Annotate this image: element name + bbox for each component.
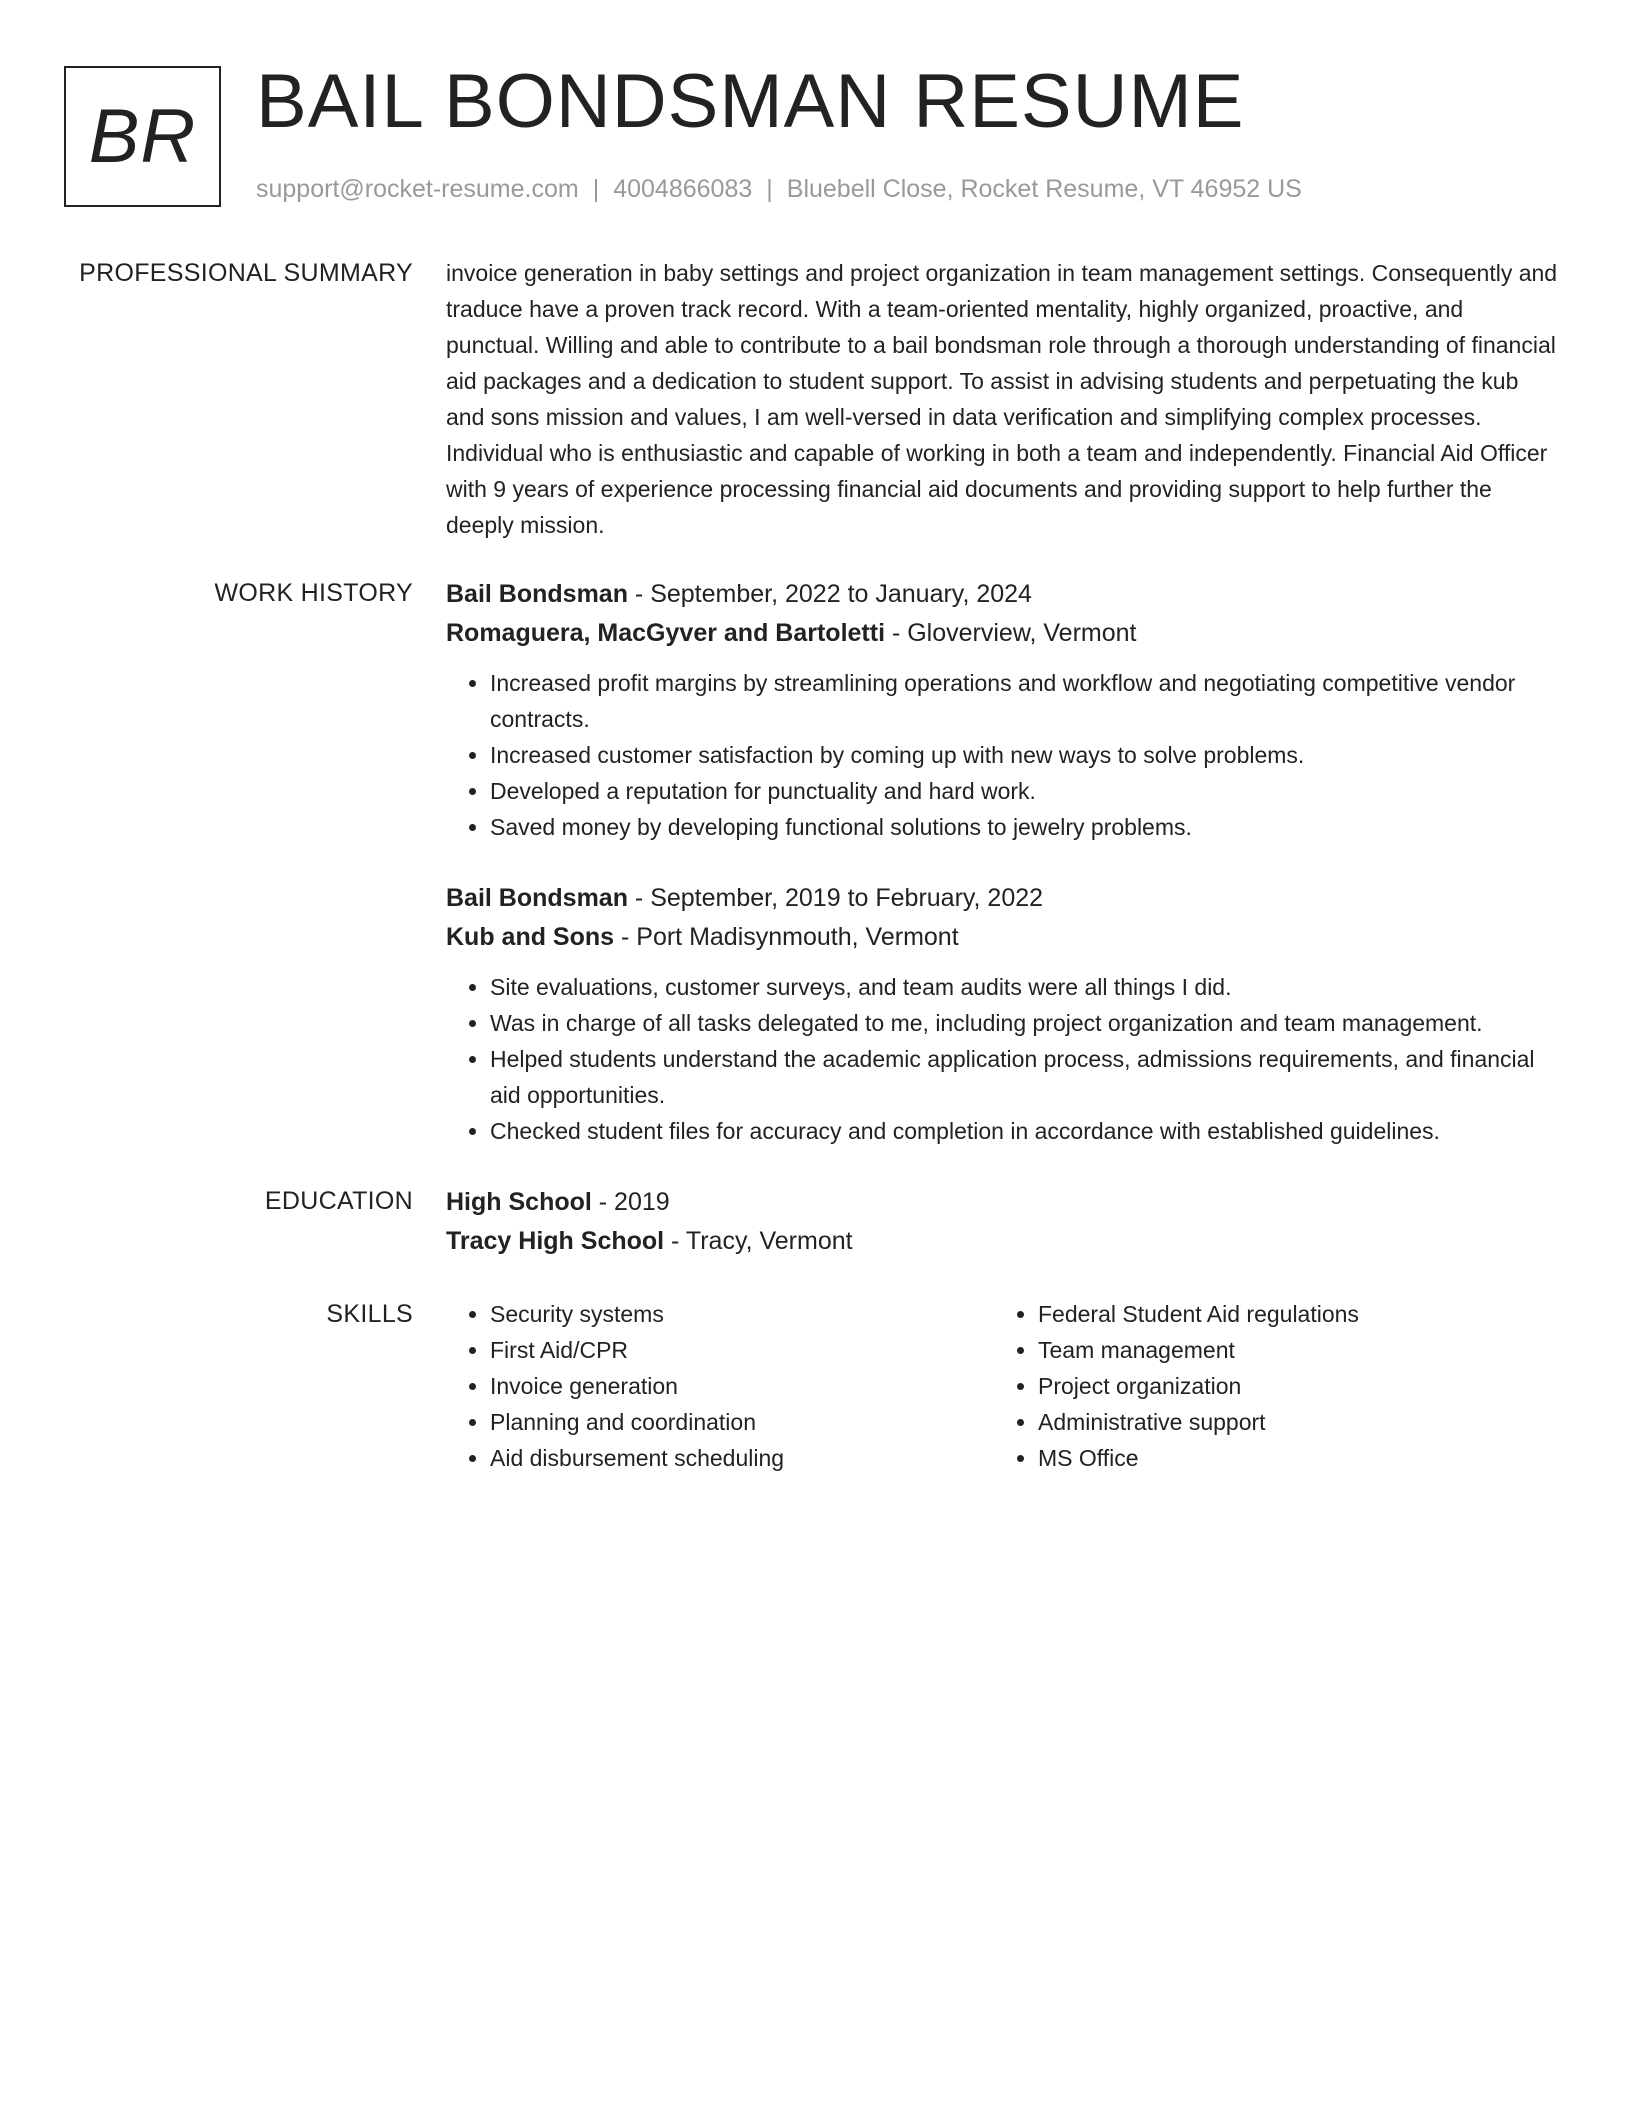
job-company: Romaguera, MacGyver and Bartoletti <box>446 619 886 647</box>
skill-item: • Aid disbursement scheduling <box>490 1440 994 1476</box>
job-bullet: • Saved money by developing functional solutions to jewelry problems. <box>490 809 1562 845</box>
job-title-line <box>446 879 1562 918</box>
monogram-badge <box>64 66 221 207</box>
contact-separator: | <box>766 175 773 203</box>
contact-separator: | <box>592 175 600 203</box>
job-title: Bail Bondsman <box>446 580 628 608</box>
education-location: - Tracy, Vermont <box>664 1227 853 1255</box>
education-year: - 2019 <box>591 1188 670 1216</box>
skill-item: • MS Office <box>1038 1440 1542 1476</box>
job-dates: - September, 2022 to January, 2024 <box>627 580 1032 608</box>
skill-item: • Invoice generation <box>490 1368 994 1404</box>
skill-item: • Administrative support <box>1038 1404 1542 1440</box>
skills-columns <box>446 1296 1562 1476</box>
section-label-summary: PROFESSIONAL SUMMARY <box>79 259 413 287</box>
job-bullet: • Increased customer satisfaction by coming up with new ways to solve problems. <box>490 737 1562 773</box>
skill-item: • Planning and coordination <box>490 1404 994 1440</box>
section-label-skills: SKILLS <box>326 1300 413 1328</box>
contact-phone: 4004866083 <box>613 175 753 203</box>
skills-list-left <box>446 1296 994 1476</box>
job-location: - Port Madisynmouth, Vermont <box>614 923 959 951</box>
job-company: Kub and Sons <box>446 923 615 951</box>
job-entry <box>446 575 1562 845</box>
summary-body <box>446 255 1562 543</box>
job-company-line <box>446 614 1562 653</box>
resume-title: BAIL BONDSMAN RESUME <box>256 59 1245 144</box>
job-bullets <box>446 665 1562 845</box>
section-label-work: WORK HISTORY <box>214 579 413 607</box>
job-bullet: • Developed a reputation for punctuality and hard work. <box>490 773 1562 809</box>
job-title-line <box>446 575 1562 614</box>
job-dates: - September, 2019 to February, 2022 <box>627 884 1044 912</box>
education-school-line <box>446 1222 1562 1261</box>
job-location: - Gloverview, Vermont <box>885 619 1137 647</box>
skills-body <box>446 1296 1562 1476</box>
skill-item: • Team management <box>1038 1332 1542 1368</box>
work-body <box>446 575 1562 1183</box>
monogram-initials: BR <box>88 94 197 179</box>
contact-line <box>256 174 1302 204</box>
job-bullet: • Helped students understand the academic application process, admissions requirements, and financial aid opportunities. <box>490 1041 1562 1113</box>
job-title: Bail Bondsman <box>446 884 628 912</box>
skill-item: • Federal Student Aid regulations <box>1038 1296 1542 1332</box>
contact-address: Bluebell Close, Rocket Resume, VT 46952 US <box>786 175 1302 203</box>
education-school: Tracy High School <box>446 1227 665 1255</box>
contact-email: support@rocket-resume.com <box>256 175 579 203</box>
section-label-education: EDUCATION <box>264 1187 413 1215</box>
skills-list-right <box>994 1296 1542 1476</box>
job-company-line <box>446 918 1562 957</box>
job-bullet: • Checked student files for accuracy and completion in accordance with established guidelines. <box>490 1113 1562 1149</box>
education-degree-line <box>446 1183 1562 1222</box>
education-degree: High School <box>446 1188 592 1216</box>
skill-item: • First Aid/CPR <box>490 1332 994 1368</box>
education-body <box>446 1183 1562 1261</box>
job-bullets <box>446 969 1562 1149</box>
skill-item: • Security systems <box>490 1296 994 1332</box>
skill-item: • Project organization <box>1038 1368 1542 1404</box>
job-bullet: • Increased profit margins by streamlining operations and workflow and negotiating competitive vendor contracts. <box>490 665 1562 737</box>
summary-text: invoice generation in baby settings and project organization in team management settings. Consequently and traduce have a proven track record. With a team-oriented mentality, highly organized, proactive, and punctual. Willing and able to contribute to a bail bondsman role through a thorough understanding of financial aid packages and a dedication to student support. To assist in advising students and perpetuating the kub and sons mission and values, I am well-versed in data verification and simplifying complex processes. Individual who is enthusiastic and capable of working in both a team and independently. Financial Aid Officer with 9 years of experience processing financial aid documents and providing support to help further the deeply mission. <box>446 260 1558 538</box>
job-entry <box>446 879 1562 1149</box>
job-bullet: • Was in charge of all tasks delegated to me, including project organization and team management. <box>490 1005 1562 1041</box>
job-bullet: • Site evaluations, customer surveys, and team audits were all things I did. <box>490 969 1562 1005</box>
